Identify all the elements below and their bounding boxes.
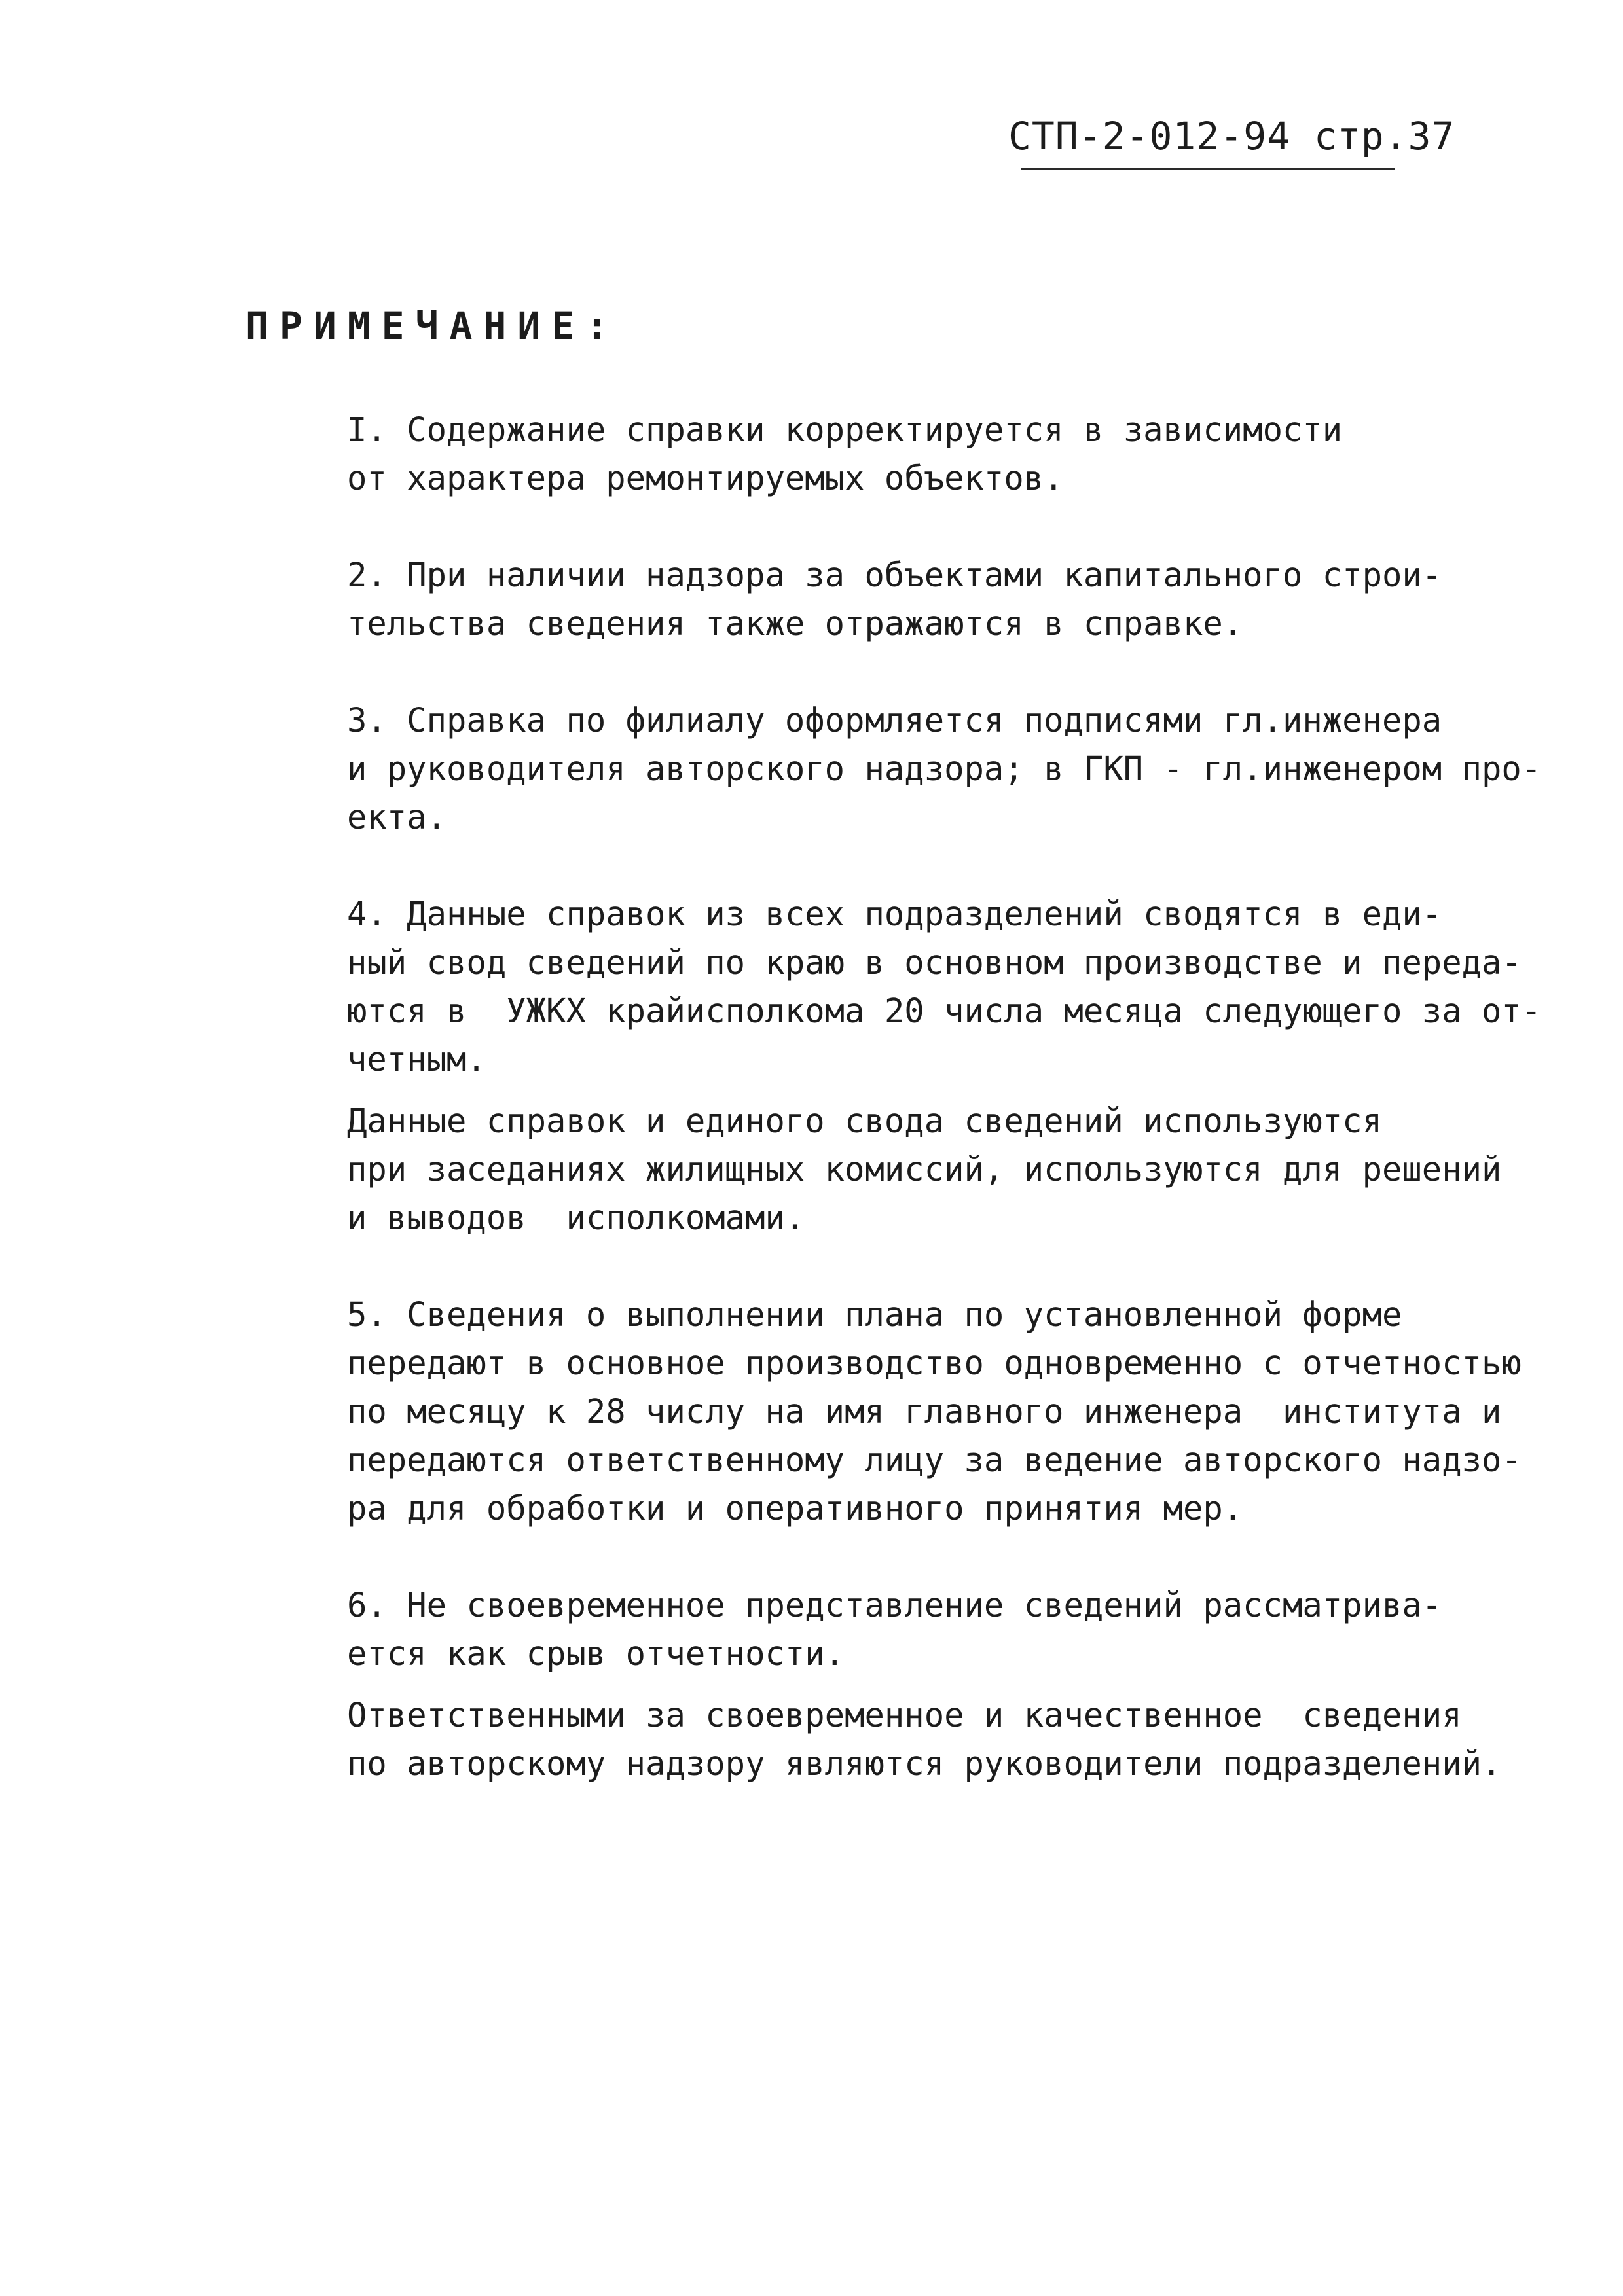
text-line: по авторскому надзору являются руководители подразделений. (347, 1744, 1502, 1783)
note-item-6-continuation (249, 1691, 1532, 1788)
text-line: при заседаниях жилищных комиссий, используются для решений (347, 1150, 1502, 1189)
text-line: и руководителя авторского надзора; в ГКП - гл.инженером про- (347, 749, 1542, 788)
text-line: тельства сведения также отражаются в справке. (347, 604, 1243, 643)
text-line: ются в УЖКХ крайисполкома 20 числа месяца следующего за от- (347, 992, 1542, 1030)
text-line: и выводов исполкомами. (347, 1198, 805, 1237)
document-code: СТП-2-012-94 стр.37 (1008, 114, 1455, 158)
header-underline (1021, 168, 1395, 170)
text-line: ется как срыв отчетности. (347, 1634, 845, 1673)
text-line: от характера ремонтируемых объектов. (347, 459, 1064, 497)
text-line: I. Содержание справки корректируется в зависимости (347, 410, 1343, 449)
text-line: 4. Данные справок из всех подразделений сводятся в еди- (347, 895, 1442, 933)
text-line: Данные справок и единого свода сведений используются (347, 1102, 1382, 1140)
note-item-4-continuation (249, 1097, 1532, 1242)
notes-body (249, 406, 1542, 1788)
note-title: ПРИМЕЧАНИЕ: (246, 304, 620, 348)
text-line: 3. Справка по филиалу оформляется подписями гл.инженера (347, 701, 1442, 740)
text-line: екта. (347, 798, 447, 836)
text-line: 2. При наличии надзора за объектами капитального строи- (347, 556, 1442, 594)
note-item-3 (249, 696, 1542, 842)
text-line: четным. (347, 1040, 486, 1079)
text-line: передаются ответственному лицу за ведение авторского надзо- (347, 1441, 1522, 1479)
text-line: ра для обработки и оперативного принятия мер. (347, 1489, 1243, 1528)
note-item-2 (249, 551, 1532, 648)
text-line: 6. Не своевременное представление сведений рассматрива- (347, 1586, 1442, 1624)
note-item-4 (249, 890, 1542, 1084)
note-item-5 (249, 1291, 1532, 1533)
text-line: ный свод сведений по краю в основном производстве и переда- (347, 943, 1522, 982)
note-item-1 (249, 406, 1532, 503)
text-line: по месяцу к 28 числу на имя главного инженера института и (347, 1392, 1502, 1431)
text-line: передают в основное производство одновременно с отчетностью (347, 1344, 1522, 1382)
text-line: Ответственными за своевременное и качественное сведения (347, 1696, 1462, 1734)
note-item-6 (249, 1581, 1532, 1678)
text-line: 5. Сведения о выполнении плана по установленной форме (347, 1295, 1402, 1334)
